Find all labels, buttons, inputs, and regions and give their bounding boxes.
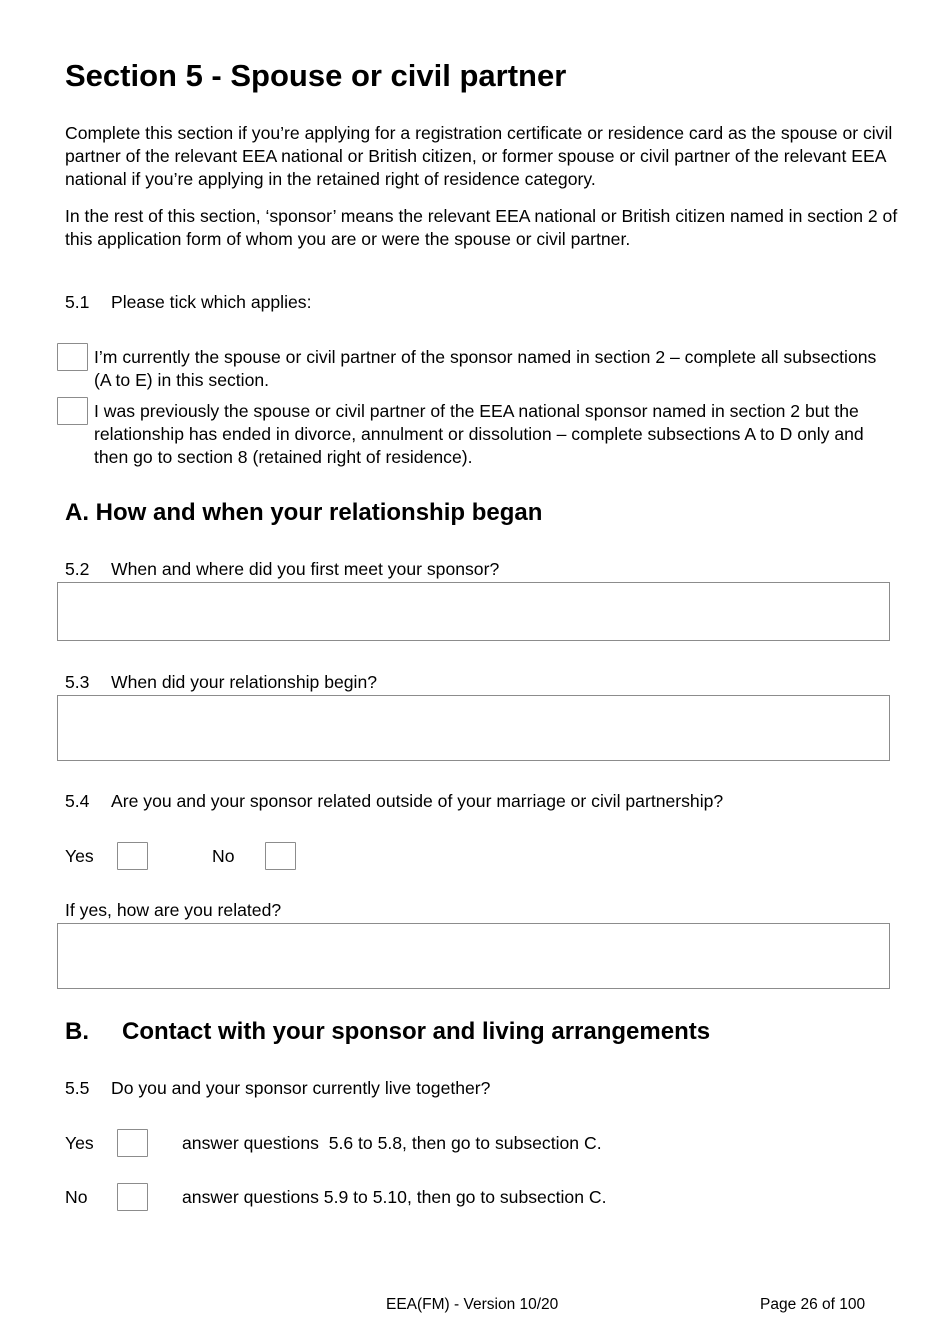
- subsection-b-heading: [65, 1017, 710, 1047]
- question-5-5: [65, 1077, 490, 1100]
- live-together-yes-instruction: answer questions 5.6 to 5.8, then go to subsection C.: [182, 1133, 602, 1153]
- live-together-yes-label: Yes: [65, 1133, 94, 1153]
- question-5-3: [65, 671, 377, 694]
- question-5-4: [65, 790, 723, 813]
- related-yes-label: Yes: [65, 846, 94, 866]
- section-title: Section 5 - Spouse or civil partner: [65, 58, 567, 93]
- footer-version: EEA(FM) - Version 10/20: [386, 1296, 559, 1313]
- subsection-b-title: Contact with your sponsor and living arrangements: [122, 1018, 711, 1045]
- footer-page-number: Page 26 of 100: [760, 1296, 866, 1313]
- first-meet-input[interactable]: [57, 582, 890, 641]
- question-5-2: [65, 558, 499, 581]
- question-number: 5.3: [65, 672, 90, 692]
- option-currently-spouse-label: I’m currently the spouse or civil partner of the sponsor named in section 2 – complete all subsections (A to E) in this section.: [94, 347, 877, 390]
- question-number: 5.4: [65, 791, 90, 811]
- how-related-input[interactable]: [57, 923, 890, 989]
- intro-paragraph-1: Complete this section if you’re applying for a registration certificate or residence card as the spouse or civil partner of the relevant EEA national or British citizen, or former spouse or civil partner of the relevant EEA national if you’re applying in the retained right of residence category.: [65, 123, 893, 189]
- option-previously-spouse-label: I was previously the spouse or civil partner of the EEA national sponsor named in section 2 but the relationship has ended in divorce, annulment or dissolution – complete subsections A to D only and then go to section 8 (retained right of residence).: [94, 401, 864, 467]
- subsection-a-heading: A. How and when your relationship began: [65, 499, 543, 526]
- question-text: Are you and your sponsor related outside of your marriage or civil partnership?: [111, 791, 724, 811]
- question-text: When did your relationship begin?: [111, 672, 378, 692]
- question-text: Do you and your sponsor currently live together?: [111, 1078, 491, 1098]
- related-no-checkbox[interactable]: [265, 842, 296, 870]
- question-5-1: [65, 291, 311, 314]
- relationship-begin-input[interactable]: [57, 695, 890, 761]
- checkbox-currently-spouse[interactable]: [57, 343, 88, 371]
- question-text: When and where did you first meet your sponsor?: [111, 559, 500, 579]
- intro-paragraph-2: In the rest of this section, ‘sponsor’ means the relevant EEA national or British citizen named in section 2 of this application form of whom you are or were the spouse or civil partner.: [65, 206, 898, 249]
- question-number: 5.5: [65, 1078, 90, 1098]
- related-no-label: No: [212, 846, 235, 866]
- question-text: Please tick which applies:: [111, 292, 312, 312]
- live-together-no-label: No: [65, 1187, 88, 1207]
- question-number: 5.2: [65, 559, 90, 579]
- question-number: 5.1: [65, 292, 90, 312]
- live-together-no-checkbox[interactable]: [117, 1183, 148, 1211]
- related-yes-checkbox[interactable]: [117, 842, 148, 870]
- live-together-yes-checkbox[interactable]: [117, 1129, 148, 1157]
- subsection-b-letter: B.: [65, 1018, 89, 1045]
- live-together-no-instruction: answer questions 5.9 to 5.10, then go to subsection C.: [182, 1187, 607, 1207]
- checkbox-previously-spouse[interactable]: [57, 397, 88, 425]
- how-related-label: If yes, how are you related?: [65, 900, 282, 920]
